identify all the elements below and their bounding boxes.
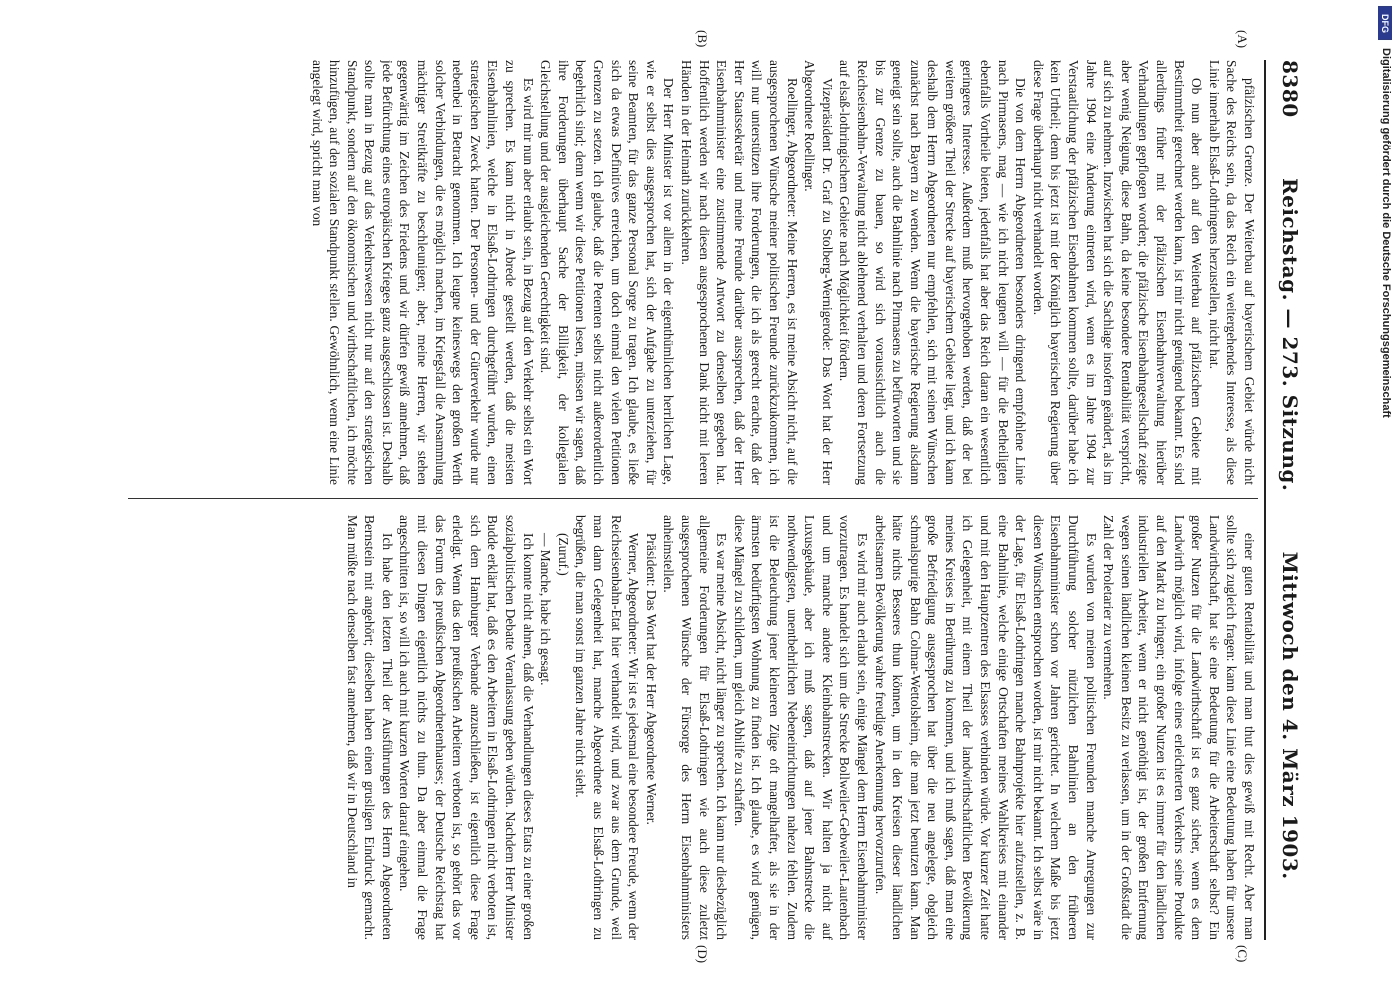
paragraph: Ob nun aber auch auf den Weiterbau auf pfälzischem Gebiete mit Bestimmtheit gerechnet werden kann, ist mir nicht genügend bekannt. Es sind allerdings früher mit der pfälzischen Eisenbahnverwaltung hierüber Verhandlungen gepflogen worden; die pfälzische Eisenbahngesellschaft zeigte aber wenig Neigung, diese Bahn, da keine besondere Rentabilität verspricht, auf sich zu nehmen. Inzwischen hat sich die Sachlage insofern geändert, als im Jahre 1904 eine Änderung eintreten wird, wenn es im Jahre 1904 zur Verstaatlichung der pfälzischen Eisenbahnen kommen sollte, darüber habe ich kein Urtheil; denn bis jetzt ist mit der Königlich bayerischen Regierung über diese Frage überhaupt nicht verhandelt worden.	[1030, 60, 1205, 485]
page-number: 8380	[1278, 60, 1302, 118]
document-page	[60, 0, 1310, 1000]
paragraph: Vizepräsident Dr. Graf zu Stolberg-Wernigerode: Das Wort hat der Herr Abgeordnete Roellinger.	[802, 60, 835, 485]
paragraph: Es wird mir auch erlaubt sein, einige Mängel dem Herrn Eisenbahnminister vorzutragen. Es handelt sich um die Strecke Bollweiler-Gebweiler-Lautenbach und um manche andere Kleinbahnstrecken. Wir halten ja nicht auf Luxusgebäude, aber ich muß sagen, daß auf jener Bahnstrecke die nothwendigsten, unentbehrlichen Nebeneinrichtungen nahezu fehlen. Zudem ist die Beleuchtung jener kleineren Züge oft mangelhafter, als sie in der ärmsten bedürftigsten Wohnung zu finden ist. Ich glaube, es wird genügen, diese Mängel zu schildern, um gleich Abhilfe zu schaffen.	[731, 515, 870, 940]
margin-mark-b: (B)	[695, 30, 710, 48]
margin-mark-d: (D)	[695, 945, 710, 964]
running-head	[1270, 60, 1310, 940]
paragraph: Ich konnte nicht ahnen, daß die Verhandlungen dieses Etats zu einer großen sozialpolitischen Debatte Veranlassung geben würden. Nachdem Herr Minister Budde erklärt hat, daß es den Arbeitern in Elsaß-Lothringen nicht verboten ist, sich dem Hamburger Verbande anzuschließen, ist eigentlich diese Frage erledigt. Wenn das den preußischen Arbeitern verboten ist, so gehört das vor das Forum des preußischen Abgeordnetenhauses; der Deutsche Reichstag hat mit diesen Dingen eigentlich nichts zu thun. Da aber einmal die Frage angeschnitten ist, so will ich auch mit kurzen Worten darauf eingehen.	[397, 515, 536, 940]
text-column-right	[128, 515, 1258, 940]
paragraph: Es wurden von meinen politischen Freunden manche Anregungen zur Durchführung solcher nützlichen Bahnlinien an den früheren Eisenbahnminister schon vor Jahren gerichtet. In welchem Maße bis jetzt diesen Wünschen entsprochen worden, ist mir nicht bekannt. Ich selbst wäre in der Lage, für Elsaß-Lothringen manche Bahnprojekte hier aufzustellen, z. B. eine Bahnlinie, welche einige Ortschaften meines Wahlkreises mit einander und mit den Hauptzentren des Elsasses verbinden würde. Vor kurzer Zeit hatte ich Gelegenheit, mit einem Theil der landwirthschaftlichen Bevölkerung meines Kreises in Berührung zu kommen, und ich muß sagen, daß man eine große Befriedigung ausgesprochen hat über die neu angelegte, obgleich schmalspurige Bahn Colmar-Wettolsheim, die man jetzt benutzen kann. Man hätte nichts Besseres thun können, um in den Kreisen dieser ländlichen arbeitsamen Bevölkerung wahre freudige Anerkennung hervorzurufen.	[872, 515, 1099, 940]
paragraph: Es war meine Absicht, nicht länger zu sprechen. Ich kann nur diesbezüglich allgemeine Forderungen für Elsaß-Lothringen wie auch diese zuletzt ausgesprochenen Wünsche der Fürsorge des Herrn Eisenbahnministers anheimstellen.	[661, 515, 730, 940]
paragraph: einer guten Rentabilität und man thut dies gewiß mit Recht. Aber man sollte sich zugleich fragen: kann diese Linie eine Bedeutung haben für unsere Landwirthschaft, hat sie eine Bedeutung für die Arbeiterschaft selbst? Ein großer Nutzen für die Landwirthschaft ist es ganz sicher, wenn es dem Landwirth möglich wird, infolge eines erleichterten Verkehrs seine Produkte auf den Markt zu bringen; ein großer Nutzen ist es immer für den ländlichen industriellen Arbeiter, wenn er nicht genöthigt ist, der großen Entfernung wegen seinen ländlichen kleinen Besitz zu verlassen, um in der Großstadt die Zahl der Proletarier zu vermehren.	[1101, 515, 1257, 940]
paragraph: pfälzischen Grenze. Der Weiterbau auf bayerischem Gebiet würde nicht Sache des Reichs sein, da das Reich ein weitergehendes Interesse, als diese Linie innerhalb Elsaß-Lothringens herzustellen, nicht hat.	[1206, 60, 1257, 485]
margin-mark-c: (C)	[1235, 945, 1250, 963]
text-column-left	[128, 60, 1258, 485]
margin-mark-a: (A)	[1235, 30, 1250, 49]
paragraph: Ich habe den letzten Theil der Ausführungen des Herrn Abgeordneten Bernstein mit angehört; dieselben haben einen grusligen Eindruck gemacht. Man müßte nach denselben fast annehmen, daß wir in Deutschland in	[344, 515, 395, 940]
paragraph: — Manche, habe ich gesagt.	[538, 533, 554, 686]
digitization-notice: Digitalisierung gefördert durch die Deutsche Forschungsgemeinschaft	[1380, 48, 1392, 418]
session-title: Reichstag. — 273. Sitzung.	[1278, 177, 1302, 492]
paragraph: Präsident: Das Wort hat der Herr Abgeordnete Werner.	[643, 533, 659, 825]
paragraph: (Zuruf.)	[555, 533, 571, 576]
paragraph: Es wird mir nun aber erlaubt sein, in Bezug auf den Verkehr selbst ein Wort zu sprechen. Es kann nicht in Abrede gestellt werden, daß die meisten Eisenbahnlinien, welche in Elsaß-Lothringen durchgeführt wurden, einen strategischen Zweck hatten. Der Personen- und der Güterverkehr wurde nur nebenbei in Betracht genommen. Ich leugne keineswegs den großen Werth solcher Verbindungen, die es möglich machen, im Kriegsfall die Ansammlung mächtiger Streitkräfte zu beschleunigen; aber, meine Herren, wir stehen gegenwärtig im Zeichen des Friedens und wir dürfen gewiß annehmen, daß jede Befürchtung eines europäischen Krieges ganz ausgeschlossen ist. Deshalb sollte man in Bezug auf das Verkehrswesen nicht nur auf den strategischen Standpunkt, sondern auf den ökonomischen und wirthschaftlichen, ich möchte hinzufügen, auf den sozialen Standpunkt stellen. Gewöhnlich, wenn eine Linie angelegt wird, spricht man von	[309, 60, 536, 485]
dfg-logo: DFG	[1378, 6, 1392, 40]
paragraph: Der Herr Minister ist vor allem in der eigenthümlichen herrlichen Lage, wie er selbst dies ausgesprochen hat, sich der Aufgabe zu unterziehen, für seine Beamten, für das ganze Personal Sorge zu tragen. Ich glaube, es ließe sich da etwas Definitives erreichen, um doch einmal den vielen Petitionen Grenzen zu setzen. Ich glaube, daß die Petenten selbst nicht außerordentlich begehrlich sind; denn wenn wir diese Petitionen lesen, müssen wir sagen, daß ihre Forderungen überhaupt Sache der Billigkeit, der kollegialen Gleichstellung und der ausgleichenden Gerechtigkeit sind.	[538, 60, 677, 485]
paragraph: Die von dem Herrn Abgeordneten besonders dringend empfohlene Linie nach Pirmasens, mag — wie ich nicht leugnen will — für die Betheiligten ebenfalls Vortheile bieten, jedenfalls hat aber das Reich daran ein wesentlich geringeres Interesse. Außerdem muß hervorgehoben werden, daß der bei weitem größere Theil der Strecke auf bayerischem Gebiete liegt, und ich kann deshalb dem Herrn Abgeordneten nur empfehlen, sich mit seinen Wünschen zunächst nach Bayern zu wenden. Wenn die bayerische Regierung alsdann geneigt sein sollte, auch die Bahnlinie nach Pirmasens zu befürworten und sie bis zur Grenze zu bauen, so wird sich voraussichtlich auch die Reichseisenbahn-Verwaltung nicht ablehnend verhalten und deren Fortsetzung auf elsaß-lothringischem Gebiete nach Möglichkeit fördern.	[837, 60, 1029, 485]
paragraph: Werner, Abgeordneter: Wir ist es jedesmal eine besondere Freude, wenn der Reichseisenbahn-Etat hier verhandelt wird, und zwar aus dem Grunde, weil man dann Gelegenheit hat, manche Abgeordnete aus Elsaß-Lothringen zu begrüßen, die man sonst im ganzen Jahre nicht sieht.	[573, 515, 642, 940]
paragraph: Roellinger, Abgeordneter: Meine Herren, es ist meine Absicht nicht, auf die ausgesprochenen Wünsche meiner politischen Freunde zurückzukommen, ich will nur unterstützen ihre Forderungen, die ich als gerecht erachte, daß der Herr Staatssekretär und meine Freunde darüber aussprechen, daß der Herr Eisenbahnminister eine zustimmende Antwort zu denselben gegeben hat. Hoffentlich werden wir nach diesen ausgesprochenen Dank nicht mit leeren Händen in der Heimath zurückkehren.	[679, 60, 800, 485]
header-rule	[1264, 60, 1266, 940]
session-date: Mittwoch den 4. März 1903.	[1278, 551, 1302, 880]
column-divider	[128, 498, 1258, 499]
